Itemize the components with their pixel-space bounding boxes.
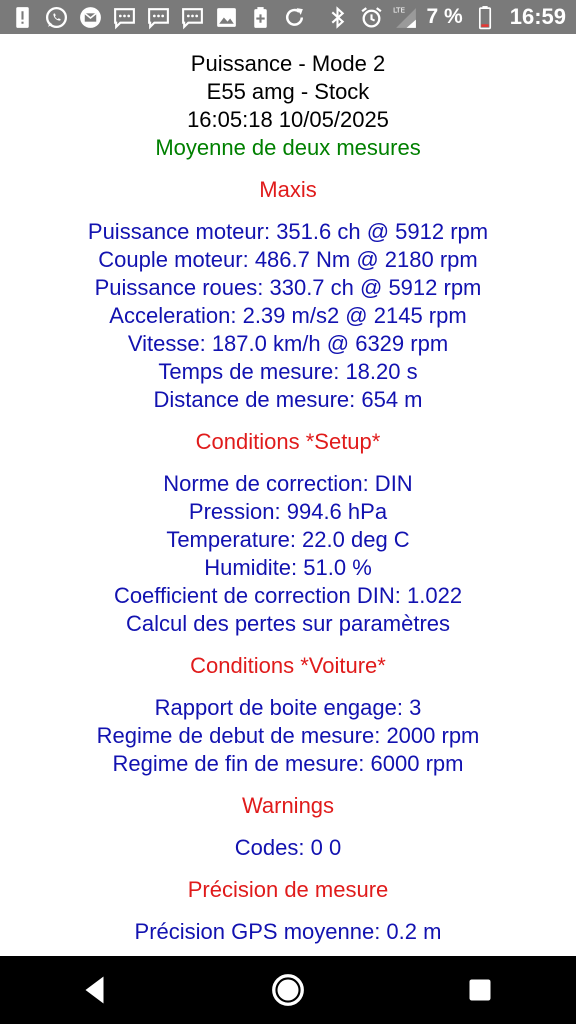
measurement-report [0,34,576,956]
battery-icon [472,5,497,30]
alert-icon [10,5,35,30]
battery-percent: 7 % [426,5,463,28]
section-setup-conditions [0,428,576,638]
whatsapp-icon [44,5,69,30]
speed-line: Vitesse: 187.0 km/h @ 6329 rpm [127,331,449,356]
chat-icon [180,5,205,30]
battery-saver-icon [248,5,273,30]
section-title: Warnings [241,793,335,818]
section-maxis [0,176,576,414]
acceleration-line: Acceleration: 2.39 m/s2 @ 2145 rpm [109,303,467,328]
correction-coefficient-line: Coefficient de correction DIN: 1.022 [113,583,463,608]
notification-icons [10,5,307,30]
humidity-line: Humidite: 51.0 % [204,555,372,580]
start-rpm-line: Regime de debut de mesure: 2000 rpm [96,723,480,748]
status-bar [0,0,576,34]
gps-precision-line: Précision GPS moyenne: 0.2 m [134,919,442,944]
section-title: Maxis [259,177,317,202]
loss-calculation-line: Calcul des pertes sur paramètres [125,611,451,636]
engine-power-line: Puissance moteur: 351.6 ch @ 5912 rpm [87,219,489,244]
section-title: Conditions *Voiture* [190,653,386,678]
section-precision [0,876,576,946]
section-warnings [0,792,576,862]
bluetooth-icon [325,5,350,30]
section-car-conditions [0,652,576,778]
home-icon [270,972,306,1008]
recents-icon [462,972,498,1008]
report-subtitle: Moyenne de deux mesures [155,135,421,160]
gallery-icon [214,5,239,30]
measure-time-line: Temps de mesure: 18.20 s [158,359,418,384]
wheel-power-line: Puissance roues: 330.7 ch @ 5912 rpm [94,275,482,300]
measure-distance-line: Distance de mesure: 654 m [153,387,423,412]
alarm-icon [359,5,384,30]
clock: 16:59 [509,4,566,29]
svg-text:LTE: LTE [392,4,405,14]
system-status [325,4,566,30]
warning-codes-line: Codes: 0 0 [234,835,342,860]
vehicle-name: E55 amg - Stock [206,79,370,104]
section-title: Conditions *Setup* [195,429,381,454]
pressure-line: Pression: 994.6 hPa [188,499,388,524]
gear-line: Rapport de boite engage: 3 [154,695,422,720]
engine-torque-line: Couple moteur: 486.7 Nm @ 2180 rpm [98,247,478,272]
chat-icon [112,5,137,30]
temperature-line: Temperature: 22.0 deg C [166,527,410,552]
chat-icon [146,5,171,30]
section-title: Précision de mesure [187,877,389,902]
correction-norm-line: Norme de correction: DIN [163,471,413,496]
report-header [0,50,576,162]
end-rpm-line: Regime de fin de mesure: 6000 rpm [112,751,464,776]
home-button[interactable] [256,958,320,1022]
sync-icon [282,5,307,30]
navigation-bar [0,956,576,1024]
page-title: Puissance - Mode 2 [190,51,386,76]
back-icon [78,972,114,1008]
recents-button[interactable] [448,958,512,1022]
back-button[interactable] [64,958,128,1022]
measurement-datetime: 16:05:18 10/05/2025 [187,107,389,132]
mail-icon [78,5,103,30]
lte-signal-icon [393,5,418,30]
